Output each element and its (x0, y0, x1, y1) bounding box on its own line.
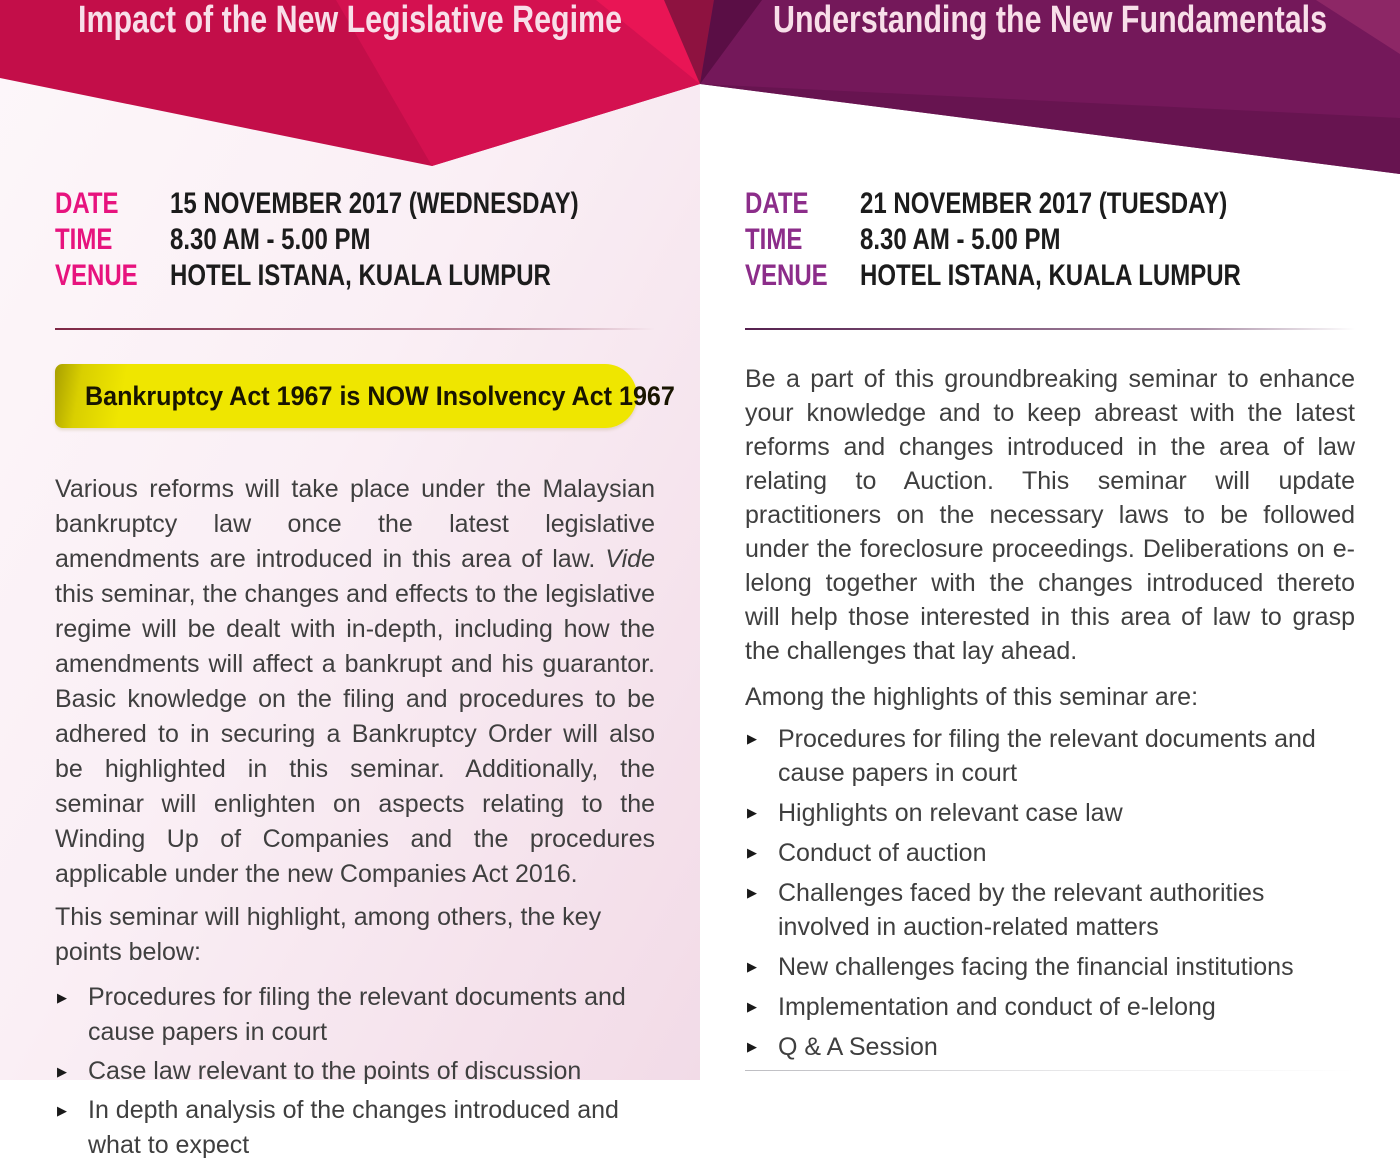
date-value: 15 NOVEMBER 2017 (WEDNESDAY) (170, 187, 579, 220)
list-item-text: Highlights on relevant case law (778, 799, 1123, 827)
right-column (745, 186, 1355, 1071)
left-banner-title: Impact of the New Legislative Regime (78, 0, 622, 41)
bullet-arrow-icon: ▶ (747, 845, 757, 860)
list-item-text: Challenges faced by the relevant authorities involved in auction-related matters (778, 879, 1265, 941)
bullet-arrow-icon: ▶ (57, 990, 67, 1005)
list-item-text: Case law relevant to the points of discussion (88, 1057, 582, 1085)
bullet-arrow-icon: ▶ (57, 1103, 67, 1118)
header-banners (0, 0, 1400, 180)
time-row (745, 222, 1355, 258)
highlight-ribbon (55, 364, 675, 428)
paragraph-text: this seminar, the changes and effects to the legislative regime will be dealt with in-depth, including how the amendments will affect a bankrupt and his guarantor. Basic knowledge on the filing and procedures to be adhered to in securing a Bankruptcy Order will also be highlighted in this seminar. Additionally, the seminar will enlighten on aspects relating to the Winding Up of Companies and the procedures applicable under the new Companies Act 2016. (55, 580, 655, 888)
event-info-left (55, 186, 655, 294)
bullet-arrow-icon: ▶ (57, 1064, 67, 1079)
list-item (745, 990, 1355, 1024)
section-divider (745, 328, 1355, 330)
list-item (745, 796, 1355, 830)
intro-paragraph: Be a part of this groundbreaking seminar to enhance your knowledge and to keep abreast with the latest reforms and changes introduced in the area of law relating to Auction. This seminar will update practitioners on the necessary laws to be followed under the foreclosure proceedings. Deliberations on e-lelong together with the changes introduced thereto will help those interested in this area of law to grasp the challenges that lay ahead. (745, 365, 1355, 665)
right-banner-title: Understanding the New Fundamentals (772, 0, 1328, 41)
venue-value: HOTEL ISTANA, KUALA LUMPUR (170, 259, 551, 292)
venue-row (745, 258, 1355, 294)
highlights-list (745, 722, 1355, 1064)
time-value: 8.30 AM - 5.00 PM (860, 223, 1061, 256)
list-item-text: Q & A Session (778, 1033, 938, 1061)
intro-paragraph (55, 472, 655, 892)
list-intro: This seminar will highlight, among others, the key points below: (55, 903, 602, 966)
date-value: 21 NOVEMBER 2017 (TUESDAY) (860, 187, 1228, 220)
list-item-text: Procedures for filing the relevant documents and cause papers in court (88, 983, 626, 1046)
bullet-arrow-icon: ▶ (747, 999, 757, 1014)
highlight-ribbon-text: Bankruptcy Act 1967 is NOW Insolvency Act 1967 (85, 380, 675, 411)
list-item (745, 876, 1355, 944)
list-item-text: New challenges facing the financial institutions (778, 953, 1294, 981)
time-label: TIME (745, 223, 803, 256)
left-column (55, 186, 675, 1163)
list-item-text: Implementation and conduct of e-lelong (778, 993, 1216, 1021)
section-divider (55, 328, 655, 330)
date-row (55, 186, 655, 222)
bullet-arrow-icon: ▶ (747, 805, 757, 820)
paragraph-italic-text: Vide (605, 545, 655, 573)
list-intro: Among the highlights of this seminar are: (745, 683, 1199, 711)
list-item-text: In depth analysis of the changes introduced and what to expect (88, 1096, 619, 1159)
date-row (745, 186, 1355, 222)
time-label: TIME (55, 223, 113, 256)
list-item (55, 1093, 655, 1163)
bullet-arrow-icon: ▶ (747, 885, 757, 900)
venue-label: VENUE (745, 259, 828, 292)
list-item (745, 836, 1355, 870)
key-points-list (55, 980, 655, 1163)
date-label: DATE (55, 187, 119, 220)
time-value: 8.30 AM - 5.00 PM (170, 223, 371, 256)
list-item (55, 980, 655, 1050)
venue-row (55, 258, 655, 294)
time-row (55, 222, 655, 258)
list-item-text: Conduct of auction (778, 839, 987, 867)
bullet-arrow-icon: ▶ (747, 1039, 757, 1054)
list-item (745, 1030, 1355, 1064)
list-item (745, 722, 1355, 790)
section-divider (745, 1070, 1355, 1071)
date-label: DATE (745, 187, 809, 220)
venue-value: HOTEL ISTANA, KUALA LUMPUR (860, 259, 1241, 292)
list-item-text: Procedures for filing the relevant documents and cause papers in court (778, 725, 1316, 787)
event-info-right (745, 186, 1355, 294)
list-item (55, 1054, 655, 1089)
venue-label: VENUE (55, 259, 138, 292)
bullet-arrow-icon: ▶ (747, 959, 757, 974)
list-item (745, 950, 1355, 984)
paragraph-text: Various reforms will take place under the Malaysian bankruptcy law once the latest legislative amendments are introduced in this area of law. (55, 475, 655, 573)
bullet-arrow-icon: ▶ (747, 731, 757, 746)
